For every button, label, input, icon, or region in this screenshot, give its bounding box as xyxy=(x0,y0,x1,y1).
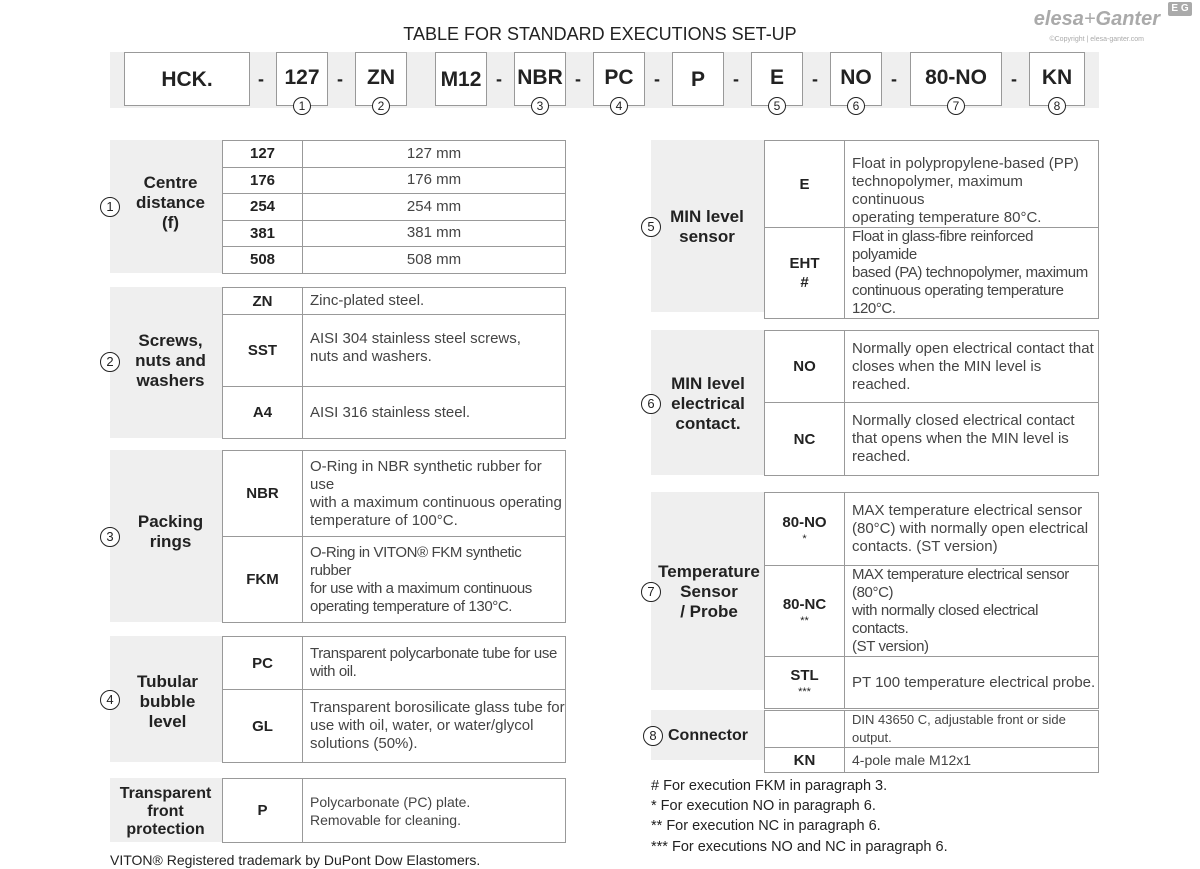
desc-line: Float in glass-fibre reinforced polyamide xyxy=(852,228,1034,263)
section-6-table xyxy=(764,330,1099,476)
logo-elesa: elesa xyxy=(1033,8,1084,30)
label-line: nuts and xyxy=(135,351,206,370)
code-part-e: E xyxy=(751,52,803,106)
code-part-m12: M12 xyxy=(435,52,487,106)
desc-line: MAX temperature electrical sensor (80°C) xyxy=(852,566,1069,601)
desc-line: with a maximum continuous operating xyxy=(310,493,562,511)
table-row xyxy=(223,220,566,247)
section-3-table xyxy=(222,450,566,623)
code-number-8: 8 xyxy=(1048,97,1066,115)
section-7-number: 7 xyxy=(641,582,661,602)
section-2-number: 2 xyxy=(100,352,120,372)
option-desc xyxy=(845,331,1099,403)
option-desc xyxy=(845,566,1099,657)
label-line: Connector xyxy=(668,727,748,744)
option-code: SST xyxy=(223,315,303,387)
code-number-5: 5 xyxy=(768,97,786,115)
desc-line: operating temperature 80°C. xyxy=(852,209,1042,226)
table-row xyxy=(765,566,1099,657)
desc-line: O-Ring in VITON® FKM synthetic rubber xyxy=(310,543,522,579)
label-line: bubble xyxy=(139,692,196,711)
desc-line: Float in polypropylene-based (PP) xyxy=(852,155,1079,172)
option-desc xyxy=(303,537,566,623)
section-2-table xyxy=(222,287,566,439)
option-desc: PT 100 temperature electrical probe. xyxy=(845,657,1099,709)
desc-line: Normally closed electrical contact xyxy=(852,412,1075,429)
option-code: KN xyxy=(765,748,845,773)
label-line: (f) xyxy=(162,213,179,232)
desc-line: operating temperature of 130°C. xyxy=(310,597,513,615)
option-code: 127 xyxy=(223,141,303,168)
footnote: # For execution FKM in paragraph 3. xyxy=(651,778,888,794)
option-desc xyxy=(303,637,566,690)
label-line: Screws, xyxy=(138,331,203,350)
option-desc: 254 mm xyxy=(303,194,566,221)
code-number-4: 4 xyxy=(610,97,628,115)
code-part-kn: KN xyxy=(1029,52,1085,106)
desc-line: nuts and washers. xyxy=(310,348,432,365)
section-1-table xyxy=(222,140,566,274)
label-line: washers xyxy=(136,371,205,390)
table-row xyxy=(223,194,566,221)
code-part-p: P xyxy=(672,52,724,106)
section-protection-label xyxy=(114,785,217,839)
code-number-1: 1 xyxy=(293,97,311,115)
label-line: MIN level xyxy=(670,207,744,226)
code-text: 80-NC xyxy=(782,595,827,613)
label-line: electrical xyxy=(671,394,745,413)
section-7-label xyxy=(658,562,760,622)
code-dash: - xyxy=(337,69,343,89)
option-desc xyxy=(845,141,1099,228)
label-line: sensor xyxy=(679,227,735,246)
section-8-label xyxy=(667,726,749,746)
option-code: P xyxy=(223,779,303,843)
table-row xyxy=(223,288,566,315)
section-1-number: 1 xyxy=(100,197,120,217)
section-4-table xyxy=(222,636,566,763)
desc-line: that opens when the MIN level is xyxy=(852,430,1069,447)
desc-line: based (PA) technopolymer, maximum xyxy=(852,264,1088,281)
label-line: contact. xyxy=(675,414,741,433)
label-line: protection xyxy=(126,821,205,838)
desc-line: technopolymer, maximum continuous xyxy=(852,173,1023,208)
option-desc: DIN 43650 C, adjustable front or side output. xyxy=(845,711,1099,748)
desc-line: contacts. (ST version) xyxy=(852,538,998,555)
code-number-6: 6 xyxy=(847,97,865,115)
option-desc xyxy=(303,690,566,763)
desc-line: use with oil, water, or water/glycol xyxy=(310,717,534,734)
code-part-no: NO xyxy=(830,52,882,106)
section-6-label xyxy=(662,374,754,434)
section-8-table xyxy=(764,710,1099,773)
option-code xyxy=(765,228,845,319)
section-5-number: 5 xyxy=(641,217,661,237)
table-row xyxy=(765,228,1099,319)
copyright-text: ©Copyright | elesa-ganter.com xyxy=(1049,36,1144,43)
table-row xyxy=(223,247,566,274)
code-footnote-mark: *** xyxy=(798,686,811,698)
desc-line: Polycarbonate (PC) plate. xyxy=(310,793,471,810)
desc-line: Transparent borosilicate glass tube for xyxy=(310,699,565,716)
table-row xyxy=(765,141,1099,228)
desc-line: Transparent polycarbonate tube for use xyxy=(310,645,557,662)
desc-line: Normally open electrical contact that xyxy=(852,339,1094,357)
table-row xyxy=(223,315,566,387)
section-4-number: 4 xyxy=(100,690,120,710)
option-code: 254 xyxy=(223,194,303,221)
code-text: 80-NO xyxy=(782,513,827,531)
section-3-number: 3 xyxy=(100,527,120,547)
table-row xyxy=(765,748,1099,773)
option-desc: AISI 316 stainless steel. xyxy=(303,387,566,439)
section-1-label xyxy=(123,173,218,233)
code-text: STL xyxy=(790,667,819,684)
desc-line: AISI 304 stainless steel screws, xyxy=(310,330,521,347)
code-dash: - xyxy=(733,69,739,89)
option-code: GL xyxy=(223,690,303,763)
option-code: PC xyxy=(223,637,303,690)
section-6-number: 6 xyxy=(641,394,661,414)
option-code: ZN xyxy=(223,288,303,315)
option-desc: 127 mm xyxy=(303,141,566,168)
option-code xyxy=(765,711,845,748)
section-2-label xyxy=(123,331,218,391)
code-part-127: 127 xyxy=(276,52,328,106)
section-7-table xyxy=(764,492,1099,709)
desc-line: with oil. xyxy=(310,663,357,680)
option-desc xyxy=(845,403,1099,476)
option-code: NO xyxy=(765,331,845,403)
table-row xyxy=(765,493,1099,566)
desc-line: for use with a maximum continuous xyxy=(310,579,532,597)
desc-line: closes when the MIN level is reached. xyxy=(852,357,1042,393)
code-text: EHT xyxy=(789,255,820,272)
desc-line: (80°C) with normally open electrical xyxy=(852,520,1089,537)
code-part-pc: PC xyxy=(593,52,645,106)
desc-line: reached. xyxy=(852,448,911,465)
label-line: Centre xyxy=(143,173,198,192)
option-code: A4 xyxy=(223,387,303,439)
code-number-7: 7 xyxy=(947,97,965,115)
code-dash: - xyxy=(1011,69,1017,89)
option-desc: 508 mm xyxy=(303,247,566,274)
section-4-label xyxy=(120,672,215,732)
page-title: TABLE FOR STANDARD EXECUTIONS SET-UP xyxy=(403,24,797,44)
table-row xyxy=(223,141,566,168)
option-desc: 381 mm xyxy=(303,220,566,247)
code-footnote-mark: * xyxy=(802,532,807,545)
option-desc xyxy=(303,779,566,843)
code-dash: - xyxy=(891,69,897,89)
code-part-hck: HCK. xyxy=(124,52,250,106)
desc-line: solutions (50%). xyxy=(310,735,418,752)
footnote: *** For executions NO and NC in paragraph 6. xyxy=(651,839,948,855)
table-row xyxy=(223,451,566,537)
section-protection-table xyxy=(222,778,566,843)
table-row xyxy=(223,387,566,439)
section-5-label xyxy=(662,207,752,247)
table-row xyxy=(223,779,566,843)
table-row xyxy=(765,711,1099,748)
option-code: E xyxy=(765,141,845,228)
option-code: NC xyxy=(765,403,845,476)
code-dash: - xyxy=(258,69,264,89)
desc-line: continuous operating temperature 120°C. xyxy=(852,282,1064,317)
footnote: ** For execution NC in paragraph 6. xyxy=(651,818,881,834)
code-part-nbr: NBR xyxy=(514,52,566,106)
label-line: Packing xyxy=(137,512,204,531)
table-row xyxy=(223,690,566,763)
brand-logo xyxy=(1034,8,1160,31)
section-8-number: 8 xyxy=(643,726,663,746)
code-dash: - xyxy=(812,69,818,89)
logo-plus: + xyxy=(1083,8,1096,30)
code-part-zn: ZN xyxy=(355,52,407,106)
option-code xyxy=(765,657,845,709)
option-desc: 4-pole male M12x1 xyxy=(845,748,1099,773)
footnote: * For execution NO in paragraph 6. xyxy=(651,798,876,814)
brand-badge: E G xyxy=(1168,2,1192,16)
table-row xyxy=(765,331,1099,403)
table-row xyxy=(223,537,566,623)
label-line: MIN level xyxy=(671,374,745,393)
desc-line: (ST version) xyxy=(852,638,929,655)
table-row xyxy=(765,657,1099,709)
code-footnote-mark: ** xyxy=(800,614,809,627)
label-line: Temperature xyxy=(658,562,760,581)
table-row xyxy=(765,403,1099,476)
option-code: 176 xyxy=(223,167,303,194)
label-line: / Probe xyxy=(680,602,738,621)
option-code xyxy=(765,493,845,566)
label-line: Sensor xyxy=(680,582,738,601)
option-desc: Zinc-plated steel. xyxy=(303,288,566,315)
option-code xyxy=(765,566,845,657)
option-code: NBR xyxy=(223,451,303,537)
label-line: distance xyxy=(136,193,205,212)
label-line: Tubular xyxy=(136,672,199,691)
section-5-table xyxy=(764,140,1099,319)
option-desc xyxy=(845,493,1099,566)
desc-line: Removable for cleaning. xyxy=(310,811,461,828)
table-row xyxy=(223,637,566,690)
section-3-label xyxy=(123,512,218,552)
option-code: 508 xyxy=(223,247,303,274)
code-number-3: 3 xyxy=(531,97,549,115)
option-desc: 176 mm xyxy=(303,167,566,194)
option-desc xyxy=(303,315,566,387)
code-dash: - xyxy=(496,69,502,89)
code-dash: - xyxy=(654,69,660,89)
option-desc xyxy=(303,451,566,537)
label-line: rings xyxy=(149,532,192,551)
desc-line: MAX temperature electrical sensor xyxy=(852,502,1083,519)
code-part-80-no: 80-NO xyxy=(910,52,1002,106)
code-footnote-mark: # xyxy=(800,274,809,291)
label-line: Transparent xyxy=(119,785,212,802)
code-number-2: 2 xyxy=(372,97,390,115)
logo-ganter: Ganter xyxy=(1095,8,1160,30)
desc-line: O-Ring in NBR synthetic rubber for use xyxy=(310,457,542,493)
desc-line: with normally closed electrical contacts. xyxy=(852,602,1039,637)
label-line: front xyxy=(147,803,184,820)
option-code: 381 xyxy=(223,220,303,247)
option-code: FKM xyxy=(223,537,303,623)
desc-line: temperature of 100°C. xyxy=(310,511,458,529)
code-dash: - xyxy=(575,69,581,89)
table-row xyxy=(223,167,566,194)
trademark-note: VITON® Registered trademark by DuPont Dow Elastomers. xyxy=(110,852,481,868)
label-line: level xyxy=(148,712,187,731)
option-desc xyxy=(845,228,1099,319)
